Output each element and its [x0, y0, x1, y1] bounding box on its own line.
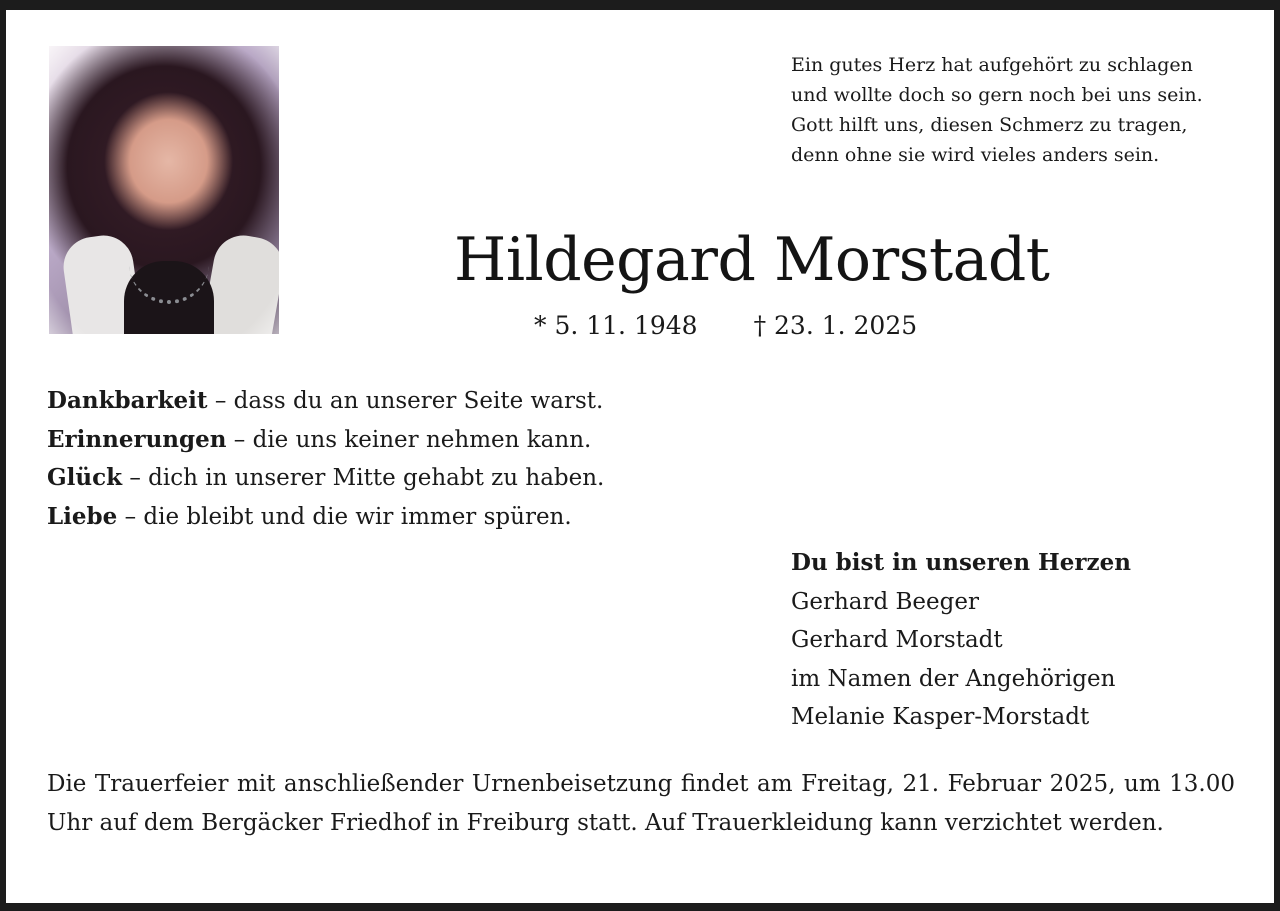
value-text: – die uns keiner nehmen kann.: [226, 426, 592, 453]
value-text: – dass du an unserer Seite warst.: [207, 388, 604, 414]
value-term: Erinnerungen: [47, 425, 227, 453]
verse-line: Gott hilft uns, diesen Schmerz zu tragen,: [791, 114, 1188, 136]
value-line: [47, 421, 604, 460]
mourners-heading: Du bist in unseren Herzen: [791, 549, 1131, 576]
value-text: – dich in unserer Mitte gehabt zu haben.: [122, 465, 605, 491]
mourner-name: im Namen der Angehörigen: [791, 665, 1116, 692]
value-line: [47, 459, 604, 498]
mourners-block: [791, 544, 1131, 737]
value-term: Dankbarkeit: [47, 387, 208, 414]
verse-line: und wollte doch so gern noch bei uns sein.: [791, 84, 1203, 106]
value-line: [47, 498, 604, 537]
value-term: Glück: [47, 464, 123, 491]
value-line: [47, 382, 604, 421]
death-date: † 23. 1. 2025: [753, 311, 918, 340]
mourner-name: Gerhard Morstadt: [791, 627, 1003, 653]
mourner-name: Gerhard Beeger: [791, 588, 979, 615]
portrait-photo: [49, 46, 279, 334]
ceremony-info: Die Trauerfeier mit anschließender Urnenbeisetzung findet am Freitag, 21. Februar 2025, um 13.00 Uhr auf dem Bergäcker Friedhof in Freiburg statt. Auf Trauerkleidung kann verzichtet werden.: [47, 771, 1235, 836]
memorial-verse: [791, 50, 1203, 170]
verse-line: denn ohne sie wird vieles anders sein.: [791, 144, 1160, 166]
value-text: – die bleibt und die wir immer spüren.: [117, 503, 572, 530]
deceased-name: Hildegard Morstadt: [454, 225, 1050, 295]
verse-line: Ein gutes Herz hat aufgehört zu schlagen: [791, 54, 1193, 76]
birth-date: * 5. 11. 1948: [534, 311, 698, 340]
values-list: [47, 382, 604, 536]
value-term: Liebe: [47, 502, 118, 530]
mourner-name: Melanie Kasper-Morstadt: [791, 704, 1090, 730]
life-dates: [534, 308, 917, 344]
